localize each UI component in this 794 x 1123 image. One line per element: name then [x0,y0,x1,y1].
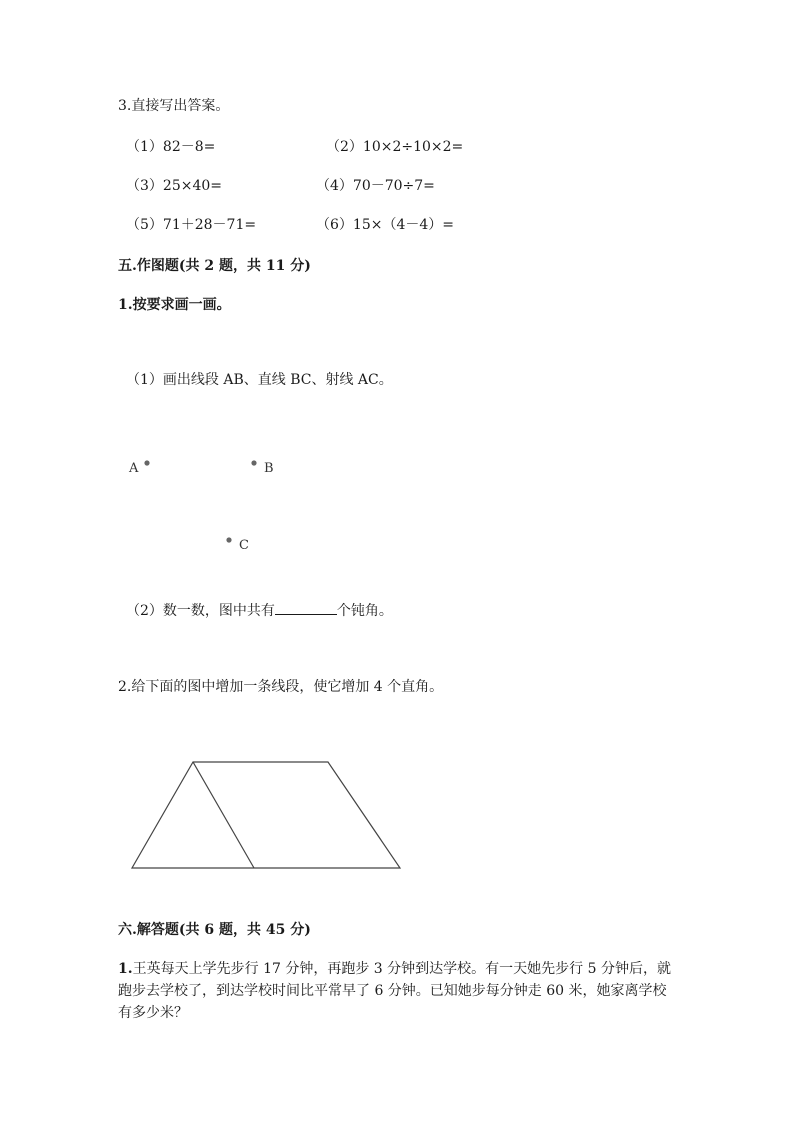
arithmetic-item-4: （4）70－70÷7= [316,178,435,194]
point-b-label: B [264,461,274,476]
word-problem-1-number: 1. [118,961,133,977]
arithmetic-item-1: （1）82－8= [126,139,216,155]
word-problem-1-text: 王英每天上学先步行 17 分钟，再跑步 3 分钟到达学校。有一天她先步行 5 分钟后，就跑步去学校了，到达学校时间比平常早了 6 分钟。已知她步每分钟走 60 米，她家离学校有多少米？ [118,961,671,1021]
question-title-direct-answers: 3.直接写出答案。 [118,98,230,114]
diagonal-segment [193,762,254,868]
question-title-draw: 1.按要求画一画。 [118,297,231,313]
arithmetic-item-3: （3）25×40= [126,178,222,194]
section-heading-word-problems: 六.解答题(共 6 题，共 45 分) [118,922,311,938]
question-part-1-draw-lines: （1）画出线段 AB、直线 BC、射线 AC。 [126,372,393,388]
word-problem-1 [118,958,678,1024]
count-angles-prefix: （2）数一数，图中共有 [126,603,275,619]
count-angles-suffix: 个钝角。 [336,603,393,619]
parallelogram-outline [132,762,400,868]
section-heading-drawing: 五.作图题(共 2 题，共 11 分) [118,258,311,274]
point-a-label: A [129,461,139,476]
arithmetic-item-6: （6）15×（4－4）= [316,217,454,233]
arithmetic-item-2: （2）10×2÷10×2= [326,139,464,155]
question-title-add-segment: 2.给下面的图中增加一条线段，使它增加 4 个直角。 [118,679,444,695]
arithmetic-item-5: （5）71＋28－71= [126,217,257,233]
point-c-label: C [239,538,249,553]
